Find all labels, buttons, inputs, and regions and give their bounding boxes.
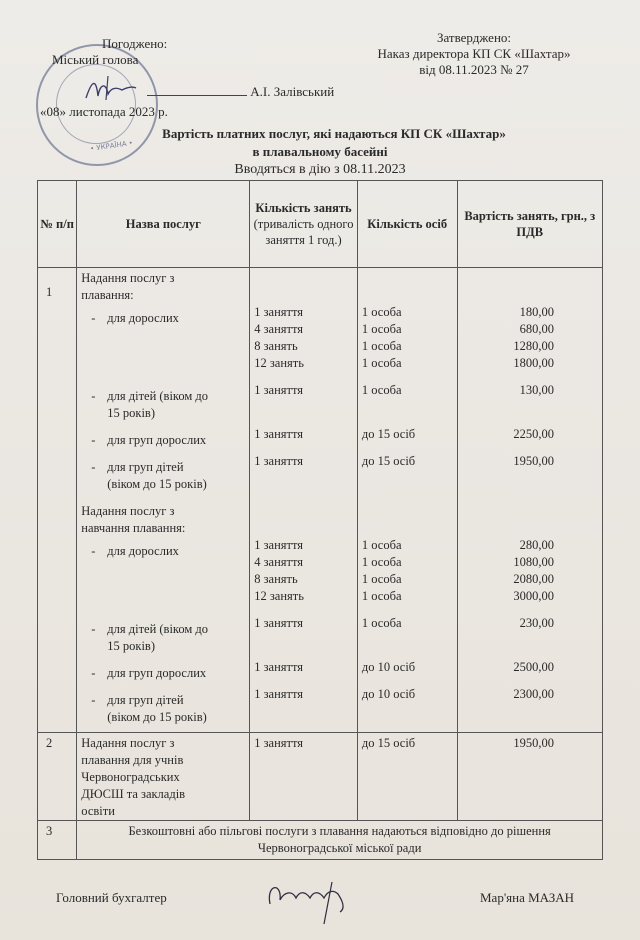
- table-row: [38, 733, 603, 821]
- service-group-children: [81, 459, 245, 476]
- service-name-line: Червоноградських: [81, 770, 180, 784]
- sessions-cell: [250, 733, 358, 821]
- accountant-position: Головний бухгалтер: [56, 890, 167, 905]
- stamp-text: • УКРАЇНА •: [89, 139, 134, 153]
- table-header-row: [38, 181, 603, 268]
- approved-date-number: від 08.11.2023 № 27: [419, 62, 529, 77]
- price-value: 2500,00: [513, 660, 554, 674]
- service-name-line: ДЮСШ та закладів: [81, 787, 186, 801]
- persons-value: 1 особа: [361, 339, 402, 353]
- sessions-value: 4 заняття: [254, 555, 304, 569]
- sessions-value: 1 заняття: [254, 616, 304, 630]
- bullet: -: [91, 311, 96, 325]
- service-children: [81, 388, 245, 405]
- service-label: для груп дітей: [107, 460, 184, 474]
- row-number-text: 1: [46, 285, 53, 299]
- service-label: для дорослих: [107, 311, 179, 325]
- service-name-line: Надання послуг з: [81, 736, 175, 750]
- service-label: для груп дорослих: [107, 433, 207, 447]
- bullet: -: [91, 666, 96, 680]
- persons-value: до 15 осіб: [361, 736, 416, 750]
- price-cell: [457, 733, 602, 821]
- service-label: для дітей (віком до: [107, 389, 209, 403]
- row-number: 2: [38, 733, 77, 821]
- note-cell: [77, 821, 603, 860]
- sessions-value: 1 заняття: [254, 454, 304, 468]
- sessions-value: 1 заняття: [254, 383, 304, 397]
- price-value: 3000,00: [513, 589, 554, 603]
- persons-value: 1 особа: [361, 322, 402, 336]
- persons-value: 1 особа: [361, 383, 402, 397]
- sessions-value: 1 заняття: [254, 660, 304, 674]
- sessions-value: 4 заняття: [254, 322, 304, 336]
- document-title: Вартість платних послуг, які надаються КП СК «Шахтар»: [162, 126, 506, 141]
- price-value: 180,00: [519, 305, 554, 319]
- header-name: Назва послуг: [77, 181, 250, 268]
- signature-line: [147, 95, 247, 96]
- price-value: 2250,00: [513, 427, 554, 441]
- price-value: 130,00: [519, 383, 554, 397]
- service-label-cont: 15 років): [107, 639, 156, 653]
- persons-value: 1 особа: [361, 555, 402, 569]
- price-value: 1950,00: [513, 736, 554, 750]
- service-name-line: освіти: [81, 804, 115, 818]
- service-label: для дорослих: [107, 544, 179, 558]
- price-value: 280,00: [519, 538, 554, 552]
- service-label: для груп дітей: [107, 693, 184, 707]
- row-number: 3: [38, 821, 77, 860]
- persons-value: 1 особа: [361, 616, 402, 630]
- persons-cell: [357, 733, 457, 821]
- price-value: 2300,00: [513, 687, 554, 701]
- persons-value: 1 особа: [361, 572, 402, 586]
- sessions-value: 12 занять: [254, 589, 304, 603]
- approved-order: Наказ директора КП СК «Шахтар»: [377, 46, 571, 61]
- sessions-value: 12 занять: [254, 356, 304, 370]
- sessions-value: 1 заняття: [254, 736, 304, 750]
- service-adults: [81, 543, 245, 560]
- approved-block: [354, 30, 594, 78]
- bullet: -: [91, 389, 96, 403]
- sessions-value: 1 заняття: [254, 427, 304, 441]
- bullet: -: [91, 433, 96, 447]
- bullet: -: [91, 544, 96, 558]
- sessions-value: 1 заняття: [254, 305, 304, 319]
- bullet: -: [91, 460, 96, 474]
- service-adults: [81, 310, 245, 327]
- service-label: для дітей (віком до: [107, 622, 209, 636]
- service-name-line: плавання для учнів: [81, 753, 184, 767]
- service-label-cont: (віком до 15 років): [107, 710, 207, 724]
- header-num: № п/п: [38, 181, 77, 268]
- sessions-value: 1 заняття: [254, 538, 304, 552]
- price-value: 1950,00: [513, 454, 554, 468]
- header-sessions-note: (тривалість одного заняття 1 год.): [253, 217, 354, 247]
- persons-value: 1 особа: [361, 538, 402, 552]
- persons-value: 1 особа: [361, 305, 402, 319]
- agreed-signatory: А.І. Залівський: [250, 84, 335, 99]
- document-subtitle: в плавальному басейні: [252, 144, 388, 159]
- table-row: [38, 821, 603, 860]
- price-value: 1080,00: [513, 555, 554, 569]
- persons-value: до 10 осіб: [361, 687, 416, 701]
- note-line: Червоноградської міської ради: [257, 841, 422, 855]
- sessions-value: 8 занять: [254, 339, 298, 353]
- price-value: 1280,00: [513, 339, 554, 353]
- persons-cell: [357, 268, 457, 733]
- service-name-cell: [77, 733, 250, 821]
- service-group-adults: [81, 432, 245, 449]
- row-number: [38, 268, 77, 733]
- persons-value: до 15 осіб: [361, 427, 416, 441]
- table-row: [38, 268, 603, 733]
- service-children: [81, 621, 245, 638]
- approved-label: Затверджено:: [436, 30, 512, 45]
- agreed-date: «08» листопада 2023 р.: [40, 104, 168, 119]
- effective-date: Вводяться в дію з 08.11.2023: [234, 162, 406, 177]
- header-sessions: [250, 181, 358, 268]
- price-table: [37, 180, 603, 860]
- header-persons: Кількість осіб: [357, 181, 457, 268]
- service-label-cont: 15 років): [107, 406, 156, 420]
- price-value: 230,00: [519, 616, 554, 630]
- service-group-children: [81, 692, 245, 709]
- price-value: 1800,00: [513, 356, 554, 370]
- accountant-signature-icon: [262, 878, 352, 928]
- service-name-cell: [77, 268, 250, 733]
- persons-value: 1 особа: [361, 589, 402, 603]
- agreed-label: Погоджено:: [102, 36, 168, 51]
- bullet: -: [91, 693, 96, 707]
- service-group-adults: [81, 665, 245, 682]
- price-value: 680,00: [519, 322, 554, 336]
- sessions-value: 1 заняття: [254, 687, 304, 701]
- price-cell: [457, 268, 602, 733]
- persons-value: до 15 осіб: [361, 454, 416, 468]
- accountant-name: Мар'яна МАЗАН: [480, 890, 575, 905]
- header-sessions-bold: Кількість занять: [255, 201, 352, 215]
- section-heading: Надання послуг з навчання плавання:: [81, 504, 186, 535]
- header-price: Вартість занять, грн., з ПДВ: [457, 181, 602, 268]
- section-heading: Надання послуг з плавання:: [81, 271, 175, 302]
- note-line: Безкоштовні або пільгові послуги з плавання надаються відповідно до рішення: [128, 824, 551, 838]
- bullet: -: [91, 622, 96, 636]
- sessions-cell: [250, 268, 358, 733]
- price-value: 2080,00: [513, 572, 554, 586]
- mayor-signature-icon: [82, 74, 138, 104]
- persons-value: до 10 осіб: [361, 660, 416, 674]
- service-label: для груп дорослих: [107, 666, 207, 680]
- agreed-position: Міський голова: [52, 52, 139, 67]
- service-label-cont: (віком до 15 років): [107, 477, 207, 491]
- sessions-value: 8 занять: [254, 572, 298, 586]
- persons-value: 1 особа: [361, 356, 402, 370]
